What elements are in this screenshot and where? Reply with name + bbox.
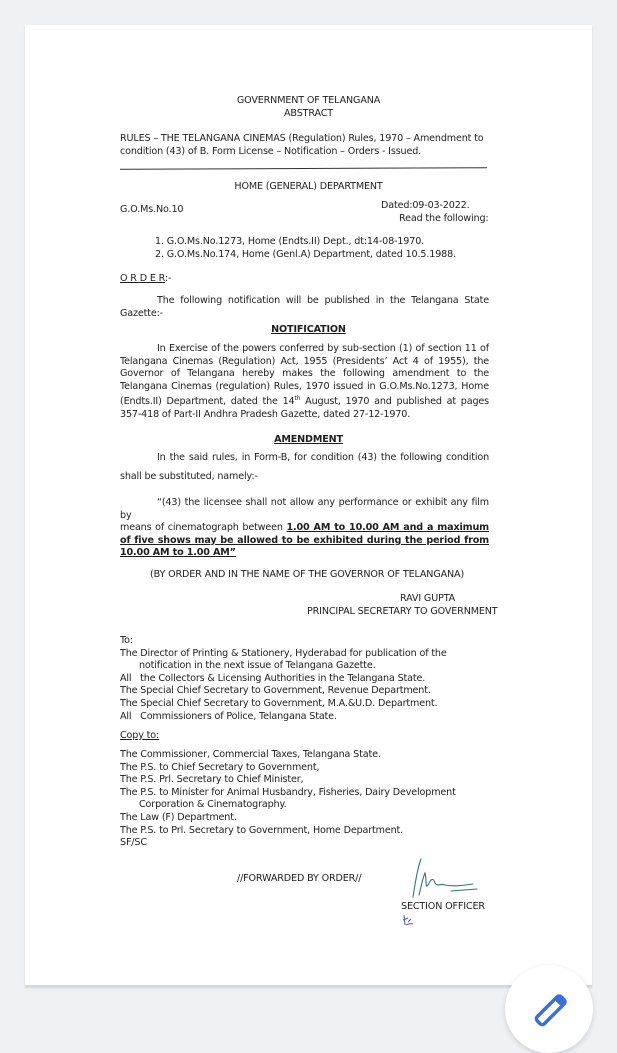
- references-list: [155, 236, 456, 261]
- amendment-line-2-plain: means of cinematograph between: [120, 522, 287, 534]
- to-item: notification in the next issue of Telangana Gazette.: [139, 660, 376, 672]
- order-label: [120, 273, 171, 286]
- document-content: [25, 25, 592, 985]
- order-label-text: O R D E R: [120, 273, 165, 284]
- copy-to-item: The Commissioner, Commercial Taxes, Telangana State.: [120, 749, 381, 760]
- to-item: All the Collectors & Licensing Authorities in the Telangana State.: [120, 672, 426, 684]
- notification-body: [120, 343, 489, 422]
- gov-header: [25, 95, 592, 120]
- copy-to-list: [120, 749, 520, 850]
- document-page: [25, 25, 592, 987]
- amendment-line-4: 10.00 AM to 1.00 AM”: [120, 547, 236, 559]
- department-heading: HOME (GENERAL) DEPARTMENT: [234, 181, 383, 192]
- notification-line-part: August, 1970 and published at pages: [300, 396, 490, 408]
- amendment-line-2: [120, 522, 489, 535]
- ordinal-suffix: th: [294, 395, 301, 403]
- to-item: All Commissioners of Police, Telangana State.: [120, 710, 337, 722]
- notification-line-dated: [120, 393, 489, 409]
- order-label-suffix: :-: [164, 273, 172, 284]
- notification-line: Governor of Telangana hereby makes the following amendment to the: [120, 368, 489, 380]
- amendment-intro: [120, 452, 489, 483]
- gov-header-abstract: ABSTRACT: [284, 107, 333, 119]
- edit-fab-button[interactable]: [505, 965, 593, 1053]
- gov-header-title: GOVERNMENT OF TELANGANA: [236, 95, 381, 106]
- section-officer: SECTION OFFICER: [401, 901, 485, 912]
- notification-line: 357-418 of Part-II Andhra Pradesh Gazette, dated 27-12-1970.: [120, 409, 411, 421]
- notification-line: In Exercise of the powers conferred by sub-section (1) of section 11 of: [157, 343, 489, 354]
- amendment-heading: AMENDMENT: [274, 434, 343, 445]
- to-item: The Special Chief Secretary to Government, Revenue Department.: [120, 685, 431, 697]
- amendment-text: [120, 497, 489, 560]
- notification-line-part: (Endts.II) Department, dated the 14: [120, 396, 295, 408]
- reference-item: 1. G.O.Ms.No.1273, Home (Endts.II) Dept., dt:14-08-1970.: [155, 236, 425, 247]
- copy-to-item: The Law (F) Department.: [120, 811, 237, 823]
- notification-line: Telangana Cinemas (Regulation) Act, 1955 (Presidents’ Act 4 of 1955), the: [120, 355, 489, 367]
- go-number: G.O.Ms.No.10: [120, 204, 184, 215]
- amendment-intro-line-1: In the said rules, in Form-B, for condition (43) the following condition: [157, 452, 489, 463]
- subject: [120, 133, 490, 158]
- copy-to-item: The P.S. to Minister for Animal Husbandry, Fisheries, Dairy Development: [120, 786, 456, 798]
- copy-to-item: Corporation & Cinematography.: [139, 799, 287, 811]
- read-following: Read the following:: [399, 213, 489, 224]
- order-intro-line-2: Gazette:-: [120, 307, 164, 319]
- divider-rule: [120, 167, 487, 170]
- copy-to-item: SF/SC: [120, 837, 147, 849]
- subject-line-1: RULES – THE TELANGANA CINEMAS (Regulation) Rules, 1970 – Amendment to: [120, 133, 484, 144]
- amendment-line-3: of five shows may be allowed to be exhibited during the period from: [120, 534, 489, 546]
- signature-icon: [395, 855, 505, 905]
- notification-line: Telangana Cinemas (regulation) Rules, 1970 issued in G.O.Ms.No.1273, Home: [120, 380, 489, 392]
- amendment-line-1: “(43) the licensee shall not allow any performance or exhibit any film by: [120, 497, 489, 521]
- initials-mark-icon: [401, 913, 417, 927]
- amendment-line-2-bold: 1.00 AM to 10.00 AM and a maximum: [286, 522, 489, 534]
- dated: Dated:09-03-2022.: [381, 200, 470, 211]
- pencil-edit-icon: [533, 991, 567, 1031]
- copy-to-label: Copy to:: [120, 730, 160, 741]
- copy-to-item: The P.S. to Prl. Secretary to Government, Home Department.: [120, 824, 404, 836]
- copy-to-item: The P.S. to Chief Secretary to Government,: [120, 761, 320, 773]
- by-order: (BY ORDER AND IN THE NAME OF THE GOVERNOR OF TELANGANA): [150, 569, 465, 580]
- to-item: The Director of Printing & Stationery, Hyderabad for publication of the: [120, 647, 447, 659]
- forwarded-by-order: //FORWARDED BY ORDER//: [237, 873, 362, 884]
- order-intro: [120, 295, 489, 320]
- copy-to-item: The P.S. Prl. Secretary to Chief Minister,: [120, 774, 304, 786]
- signatory-name: RAVI GUPTA: [400, 593, 456, 604]
- order-intro-line-1: The following notification will be published in the Telangana State: [157, 295, 489, 306]
- reference-item: 2. G.O.Ms.No.174, Home (Genl.A) Department, dated 10.5.1988.: [155, 248, 456, 260]
- signatory-title: PRINCIPAL SECRETARY TO GOVERNMENT: [307, 606, 498, 617]
- to-section: [120, 635, 520, 723]
- notification-heading: NOTIFICATION: [271, 324, 346, 335]
- subject-line-2: condition (43) of B. Form License – Notification – Orders - Issued.: [120, 145, 422, 157]
- to-item: The Special Chief Secretary to Government, M.A.&U.D. Department.: [120, 697, 438, 709]
- amendment-intro-line-2: shall be substituted, namely:-: [120, 470, 258, 482]
- to-label: To:: [120, 635, 133, 646]
